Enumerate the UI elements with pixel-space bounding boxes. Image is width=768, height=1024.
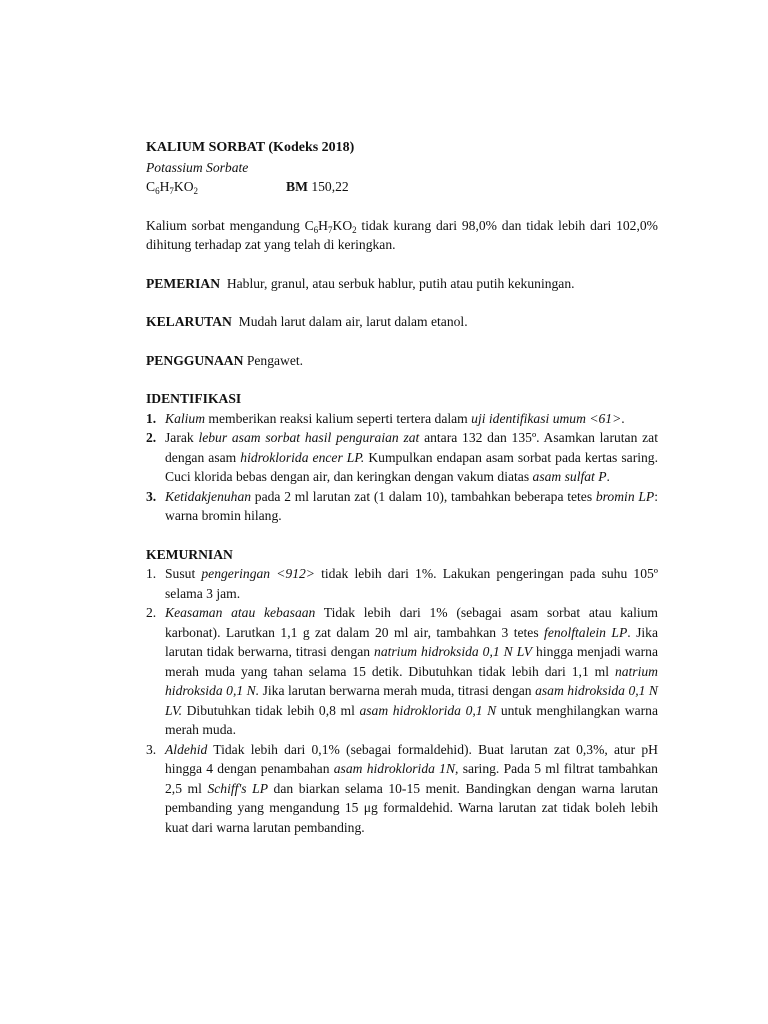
- identifikasi-heading: IDENTIFIKASI: [146, 391, 242, 406]
- list-item: 1. Susut pengeringan <912> tidak lebih dari 1%. Lakukan pengeringan pada suhu 105º selama 3 jam.: [146, 566, 659, 601]
- list-item: 2. Jarak lebur asam sorbat hasil penguraian zat antara 132 dan 135º. Asamkan larutan zat dengan asam hidroklorida encer LP. Kumpulkan endapan asam sorbat pada kertas saring. Cuci klorida bebas dengan air, dan keringkan dengan vakum diatas asam sulfat P.: [146, 430, 658, 484]
- identifikasi-list: [146, 409, 658, 526]
- list-item: 3. Ketidakjenuhan pada 2 ml larutan zat (1 dalam 10), tambahkan beberapa tetes bromin LP: warna bromin hilang.: [146, 488, 658, 523]
- document-subtitle: Potassium Sorbate: [146, 159, 249, 175]
- list-item: 2. Keasaman atau kebasaan Tidak lebih dari 1% (sebagai asam sorbat atau kalium karbonat). Larutkan 1,1 g zat dalam 20 ml air, tambahkan 3 tetes fenolftalein LP. Jika larutan tidak berwarna, titrasi dengan natrium hidroksida 0,1 N LV hingga menjadi warna merah muda yang tahan selama 15 detik. Dibutuhkan tidak lebih dari 1,1 ml natrium hidroksida 0,1 N. Jika larutan berwarna merah muda, titrasi dengan asam hidroksida 0,1 N LV. Dibutuhkan tidak lebih 0,8 ml asam hidroklorida 0,1 N untuk menghilangkan warna merah muda.: [146, 605, 659, 737]
- molecular-formula: $C_6H_7KO_2$: [146, 179, 199, 196]
- kemurnian-list: [146, 564, 658, 837]
- kelarutan-section: KELARUTAN Mudah larut dalam air, larut dalam etanol.: [146, 314, 468, 329]
- document-title: KALIUM SORBAT (Kodeks 2018): [146, 140, 355, 155]
- intro-paragraph: Kalium sorbat mengandung $C_6H_7KO_2$ tidak kurang dari 98,0% dan tidak lebih dari 102,0% dihitung terhadap zat yang telah di keringkan.: [146, 217, 658, 252]
- penggunaan-section: PENGGUNAAN Pengawet.: [146, 352, 304, 368]
- molecular-weight: BM 150,22: [286, 179, 349, 194]
- list-item: 3. Aldehid Tidak lebih dari 0,1% (sebagai formaldehid). Buat larutan zat 0,3%, atur pH hingga 4 dengan penambahan asam hidroklorida 1N, saring. Pada 5 ml filtrat tambahkan 2,5 ml Schiff's LP dan biarkan selama 10-15 menit. Bandingkan dengan warna larutan pembanding yang mengandung 15 μg formaldehid. Warna larutan zat tidak boleh lebih kuat dari warna larutan pembanding.: [146, 741, 659, 835]
- document-page: [146, 138, 658, 837]
- list-item: 1. Kalium memberikan reaksi kalium seperti tertera dalam uji identifikasi umum <61>.: [146, 410, 625, 426]
- formula-row: [146, 177, 658, 197]
- pemerian-section: PEMERIAN Hablur, granul, atau serbuk hablur, putih atau putih kekuningan.: [146, 275, 575, 291]
- kemurnian-heading: KEMURNIAN: [146, 546, 233, 562]
